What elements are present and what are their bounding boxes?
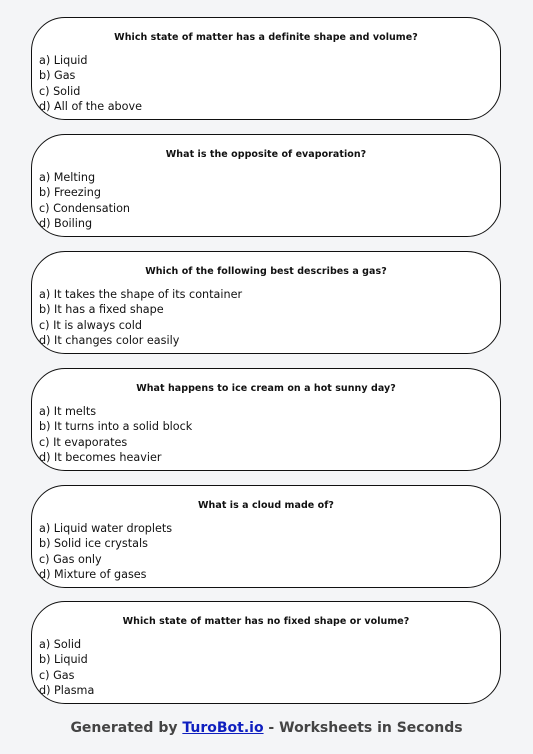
footer xyxy=(0,719,533,737)
option-b: b) It turns into a solid block xyxy=(39,420,193,434)
question-card-3 xyxy=(31,251,501,354)
option-d: d) All of the above xyxy=(39,99,143,113)
options-list xyxy=(39,170,130,231)
option-a: a) It takes the shape of its container xyxy=(39,288,243,301)
question-card-6 xyxy=(31,601,501,704)
option-b: b) Freezing xyxy=(39,186,101,200)
option-b: b) Gas xyxy=(39,69,76,83)
option-a: a) Liquid xyxy=(39,54,88,67)
option-b: b) Solid ice crystals xyxy=(39,537,148,551)
question-text: Which state of matter has a definite shape and volume? xyxy=(114,32,418,43)
option-c: c) It is always cold xyxy=(39,318,142,332)
question-text: Which of the following best describes a gas? xyxy=(145,266,387,277)
options-list xyxy=(39,404,192,465)
brand-link[interactable]: TuroBot.io xyxy=(182,720,264,736)
question-text: What happens to ice cream on a hot sunny day? xyxy=(136,383,396,394)
option-c: c) Solid xyxy=(39,84,81,98)
question-text: What is the opposite of evaporation? xyxy=(165,149,367,160)
options-list xyxy=(39,53,142,114)
option-a: a) Solid xyxy=(39,638,82,651)
option-c: c) Gas only xyxy=(39,552,102,566)
option-a: a) Melting xyxy=(39,171,96,184)
option-d: d) It changes color easily xyxy=(39,333,180,347)
option-d: d) Plasma xyxy=(39,683,95,697)
option-c: c) Gas xyxy=(39,668,75,682)
option-d: d) Boiling xyxy=(39,216,93,230)
option-a: a) Liquid water droplets xyxy=(39,522,173,535)
option-b: b) It has a fixed shape xyxy=(39,303,164,317)
footer-suffix: - Worksheets in Seconds xyxy=(263,720,463,736)
options-list xyxy=(39,637,94,698)
option-a: a) It melts xyxy=(39,405,97,418)
options-list xyxy=(39,521,172,582)
question-text: What is a cloud made of? xyxy=(198,500,334,511)
question-text: Which state of matter has no fixed shape or volume? xyxy=(122,616,410,627)
question-card-5 xyxy=(31,485,501,588)
option-c: c) It evaporates xyxy=(39,435,128,449)
option-b: b) Liquid xyxy=(39,653,88,667)
options-list xyxy=(39,287,242,348)
question-card-1 xyxy=(31,17,501,120)
option-c: c) Condensation xyxy=(39,201,131,215)
question-card-4 xyxy=(31,368,501,471)
option-d: d) Mixture of gases xyxy=(39,567,147,581)
option-d: d) It becomes heavier xyxy=(39,450,162,464)
question-card-2 xyxy=(31,134,501,237)
footer-prefix: Generated by xyxy=(70,720,183,736)
